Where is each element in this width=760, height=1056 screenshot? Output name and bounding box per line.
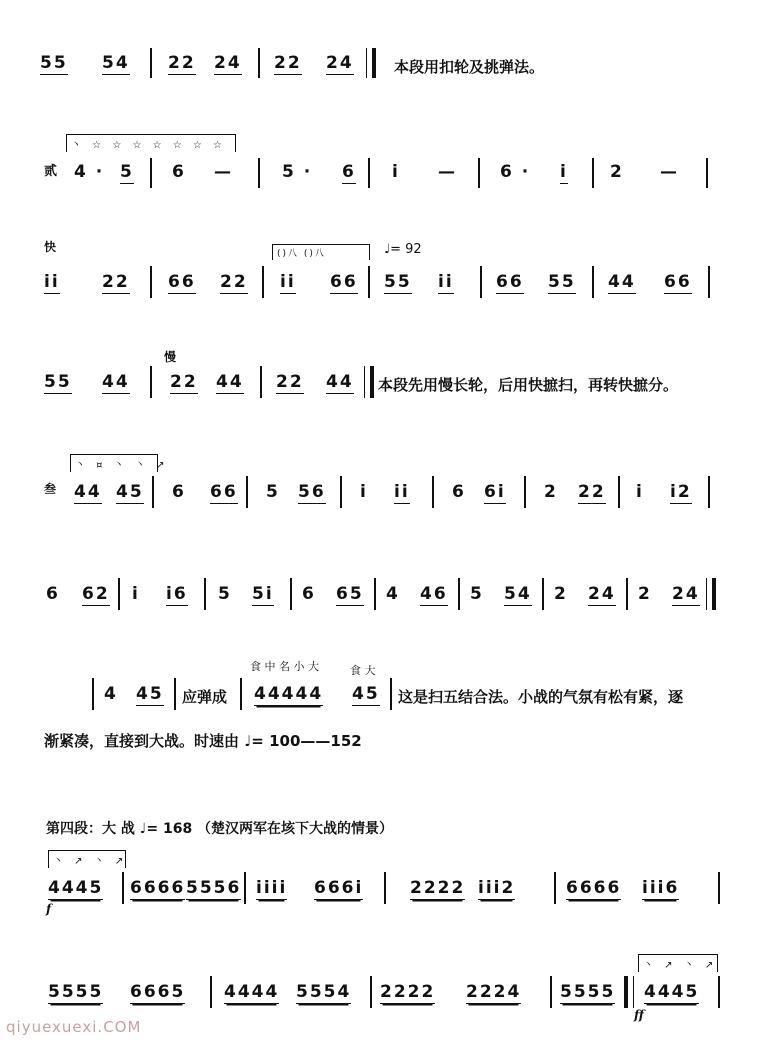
note: 6	[172, 482, 186, 502]
barline	[718, 976, 720, 1008]
score-row-5	[0, 450, 760, 520]
note: 44	[102, 372, 130, 392]
note: i	[360, 482, 368, 502]
note: i	[560, 162, 568, 182]
score-row-2	[0, 130, 760, 200]
barline	[150, 266, 152, 298]
barline	[708, 266, 710, 298]
barline	[368, 158, 370, 188]
barline	[340, 476, 342, 508]
annotation: 本段先用慢长轮，后用快摭扫，再转快摭分。	[378, 376, 679, 394]
note: iii6	[642, 878, 680, 898]
note: 2	[544, 482, 558, 502]
note: 56	[298, 482, 326, 502]
tempo-mark: 快	[44, 240, 57, 254]
score-row-7	[0, 648, 760, 718]
note: ii	[280, 272, 296, 292]
section-label: 贰	[44, 164, 58, 179]
barline	[550, 976, 552, 1008]
technique-marks: 丶 ↗ 丶 ↗	[48, 850, 126, 868]
note: 5	[120, 162, 134, 182]
note: 55	[44, 372, 72, 392]
note: 22	[276, 372, 304, 392]
note: 6665	[130, 982, 186, 1002]
technique-marks: 丶 ☆ ☆ ☆ ☆ ☆ ☆ ☆	[66, 134, 236, 152]
note: 4	[104, 684, 118, 704]
dynamic-mark: f	[46, 902, 52, 916]
note: i	[392, 162, 400, 182]
barline	[118, 578, 120, 610]
barline	[290, 578, 292, 610]
note: 22	[168, 53, 196, 73]
note: 5555	[560, 982, 616, 1002]
score-row-6	[0, 566, 760, 616]
annotation: 本段用扣轮及挑弹法。	[394, 58, 545, 76]
barline	[258, 48, 260, 78]
barline	[244, 872, 246, 904]
note: 666i	[314, 878, 364, 898]
note: 2	[554, 584, 568, 604]
note: 6i	[484, 482, 506, 502]
note: —	[438, 162, 457, 182]
note: i	[132, 584, 140, 604]
repeat-barline	[624, 976, 634, 1008]
note: 45	[352, 684, 380, 704]
note: 4445	[48, 878, 104, 898]
annotation: 渐紧凑，直接到大战。时速由 ♩= 100——152	[44, 732, 362, 750]
finger-marks: 食 大	[350, 664, 376, 677]
score-row-11	[0, 950, 760, 1020]
barline	[592, 266, 594, 298]
barline	[210, 976, 212, 1008]
annotation: 应弹成	[182, 688, 228, 706]
note: 22	[578, 482, 606, 502]
note: 5	[218, 584, 232, 604]
note: —	[214, 162, 233, 182]
section-heading	[0, 814, 760, 844]
barline	[390, 678, 392, 710]
note: 2224	[466, 982, 522, 1002]
barline	[374, 578, 376, 610]
barline	[174, 678, 176, 710]
technique-marks: 丶 ↗ 丶 ↗	[638, 954, 718, 972]
barline	[122, 872, 124, 904]
note: 6666	[566, 878, 622, 898]
note: —	[660, 162, 679, 182]
note: ii	[44, 272, 60, 292]
barline	[240, 678, 242, 710]
barline	[258, 158, 260, 188]
barline	[478, 158, 480, 188]
note: 2222	[410, 878, 466, 898]
note: 66	[168, 272, 196, 292]
barline	[432, 476, 434, 508]
barline	[370, 976, 372, 1008]
barline	[152, 476, 154, 508]
technique-marks: ()八 ()八	[272, 244, 370, 260]
note: 6	[46, 584, 60, 604]
note: 4	[386, 584, 400, 604]
barline	[708, 476, 710, 508]
barline	[458, 578, 460, 610]
note: 6	[342, 162, 356, 182]
technique-marks: 丶 ¤ 丶 丶 ↗	[70, 454, 158, 472]
note: 46	[420, 584, 448, 604]
note: 55	[548, 272, 576, 292]
score-row-1	[0, 48, 760, 88]
barline	[150, 158, 152, 188]
note: 44	[216, 372, 244, 392]
barline	[92, 678, 94, 710]
barline	[592, 158, 594, 188]
note: iii2	[478, 878, 516, 898]
note: 5554	[296, 982, 352, 1002]
score-row-10	[0, 846, 760, 926]
note: 6	[452, 482, 466, 502]
watermark: qiyuexuexi.COM	[6, 1018, 142, 1036]
note: ii	[394, 482, 410, 502]
section-label: 叁	[44, 482, 57, 496]
note: 5	[266, 482, 280, 502]
end-barline	[364, 366, 374, 398]
note: 2	[610, 162, 624, 182]
note: 4445	[644, 982, 700, 1002]
note: 55	[384, 272, 412, 292]
barline	[626, 578, 628, 610]
note: 24	[672, 584, 700, 604]
score-row-4	[0, 346, 760, 406]
barline	[480, 266, 482, 298]
note: 6	[302, 584, 316, 604]
note: 22	[170, 372, 198, 392]
barline	[204, 578, 206, 610]
note: 44	[74, 482, 102, 502]
section-title: 第四段：大 战 ♩= 168 （楚汉两军在垓下大战的情景）	[46, 821, 394, 837]
dynamic-mark: ff	[634, 1008, 644, 1022]
barline	[618, 476, 620, 508]
note: 4444	[224, 982, 280, 1002]
barline	[260, 366, 262, 398]
note: 5556	[186, 878, 242, 898]
note: 66	[664, 272, 692, 292]
note: 44	[608, 272, 636, 292]
note: 22	[274, 53, 302, 73]
text-row	[0, 726, 760, 756]
note: 66	[330, 272, 358, 292]
note: 54	[504, 584, 532, 604]
barline	[246, 476, 248, 508]
note: 24	[214, 53, 242, 73]
end-barline	[366, 48, 376, 78]
note: 6	[172, 162, 186, 182]
note: 5i	[252, 584, 274, 604]
note: i6	[166, 584, 188, 604]
barline	[150, 48, 152, 78]
note: 45	[136, 684, 164, 704]
note: i2	[670, 482, 692, 502]
note: 54	[102, 53, 130, 73]
note: 65	[336, 584, 364, 604]
barline	[554, 872, 556, 904]
note: 4 ·	[74, 162, 105, 182]
tempo-mark: 慢	[164, 350, 177, 364]
note: 55	[40, 53, 68, 73]
note: 22	[102, 272, 130, 292]
note: i	[636, 482, 644, 502]
note: 5555	[48, 982, 104, 1002]
note: 5	[470, 584, 484, 604]
score-row-3	[0, 236, 760, 306]
note: 6666	[130, 878, 186, 898]
end-barline	[706, 578, 716, 610]
tempo: ♩= 92	[384, 242, 422, 257]
note: 45	[116, 482, 144, 502]
note: 66	[496, 272, 524, 292]
barline	[542, 578, 544, 610]
note: 44	[326, 372, 354, 392]
barline	[718, 872, 720, 904]
note: 24	[588, 584, 616, 604]
barline	[524, 476, 526, 508]
note: 2	[638, 584, 652, 604]
note: iiii	[256, 878, 288, 898]
barline	[384, 872, 386, 904]
note: 22	[220, 272, 248, 292]
barline	[150, 366, 152, 398]
barline	[706, 158, 708, 188]
note: ii	[438, 272, 454, 292]
note: 62	[82, 584, 110, 604]
note: 44444	[254, 684, 324, 704]
note: 6 ·	[500, 162, 531, 182]
note: 5 ·	[282, 162, 313, 182]
note: 2222	[380, 982, 436, 1002]
annotation: 这是扫五结合法。小战的气氛有松有紧，逐	[398, 688, 684, 706]
note: 24	[326, 53, 354, 73]
barline	[262, 266, 264, 298]
note: 66	[210, 482, 238, 502]
finger-marks: 食 中 名 小 大	[250, 660, 319, 673]
barline	[368, 266, 370, 298]
